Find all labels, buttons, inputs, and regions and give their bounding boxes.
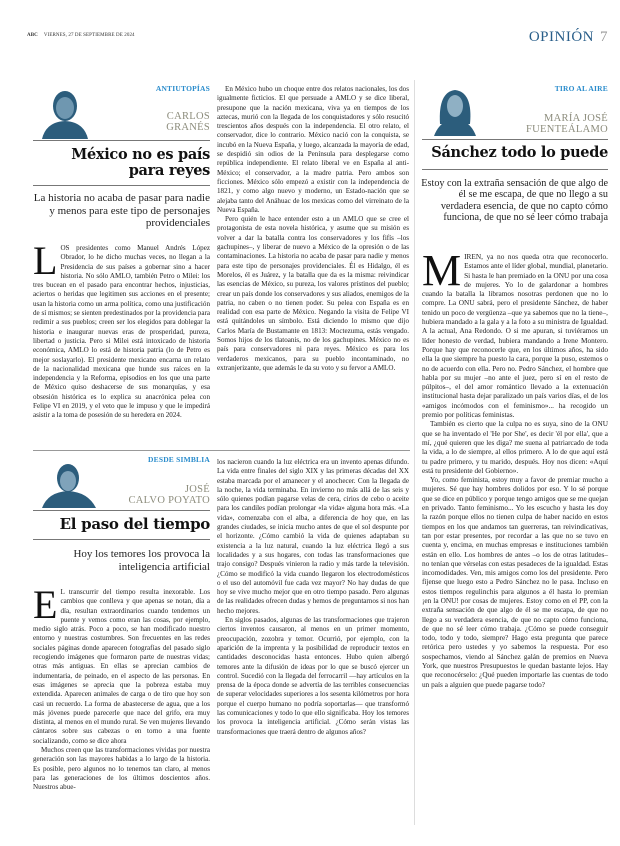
paragraph: los nacieron cuando la luz eléctrica era un invento apenas difundo. La vida entre finales del siglo XIX y las primeras décadas del XX estaba marcada por el amanecer y el anochecer. Con la llegada de la noche, la vida terminaba. En invierno no más allá de las seis y sólo quienes podían pagarse velas de cera, cirios de cebo o aceite para los candiles podían prolongar «la vida» alguna hora más. «La vida», comenzaba con el alba, a diferencia de hoy que, en las grandes ciudades, se inicia mucho antes de que el sol despunte por el horizonte. ¿Cómo cambió la vida de quienes adaptaban su existencia a la luz natural, cuando la luz eléctrica llegó a sus localidades y a sus hogares, con todas las transformaciones que trajo consigo? Después vinieron la radio y más tarde la televisión. ¿Cómo se modificó la vida cuando llegaron los electrodomésticos o el uso del automóvil fue cada vez mayor? No hay dudas de que hoy se vive mucho mejor que en otro tiempo pasado. Pero algunas de las realidades ofrecen dudas y hemos de preguntarnos si nos han hecho mejores. <box>217 458 409 615</box>
masthead-brand: ABC <box>27 33 38 38</box>
section-divider <box>33 450 410 451</box>
author-first-name: MARÍA JOSÉ <box>544 113 608 124</box>
article-body-col2 <box>217 85 409 373</box>
divider <box>33 185 210 186</box>
author-name <box>480 113 608 135</box>
drop-cap: L <box>33 238 58 283</box>
divider <box>33 140 210 141</box>
author-last-name: FUENTEÁLAMO <box>525 124 608 135</box>
paragraph: OS presidentes como Manuel Andrés López Obrador, lo he dicho muchas veces, no llegan a la Presidencia de sus países a gobernar sino a hacer historia. No sólo AMLO, también Petro o Milei: los tres bucean en el pasado para encontrar hechos, injusticias, aciertos o heridas que legitimen sus acciones en el presente; usan la historia como un arma política, como una justificación de sí mismos; se sienten predestinados por la providencia para redimir a sus pueblos; creen ser los elegidos para doblegar la historia e inaugurar nuevas eras de prosperidad, pureza, libertad o justicia. Pero si Milei está intoxicado de historia económica, AMLO lo está de historia patria (lo de Petro es mejor soslayarlo). El presidente mexicano encarna un relato de la nacionalidad mexicana que hunde sus raíces en la independencia y la Reforma, episodios en los que una parte de México quiso deshacerse de sus monarquías, y esa obsesión histórica es lo explica su anacrónica pelea con Felipe VI en 2019, y el veto que le impuso y que le impedirá asistir a la toma de posesión de su heredera en 2024. <box>33 244 210 420</box>
subtitle: La historia no acaba de pasar para nadie y menos para este tipo de personajes providenciales <box>33 192 210 229</box>
article-body-col2 <box>217 458 409 737</box>
paragraph: IREN, ya no nos queda otra que reconocerlo. Estamos ante el líder global, mundial, planetario. Si hasta le han premiado en la ONU por una cosa de mujeres. Yo lo de galardonar a hombres cuando la batalla la libramos nosotras perdonen que no lo compre. La ONU sabrá, pero el presidente Sánchez, de haber tenido un poco de vergüenza –que ya sabemos que no la tiene–, hubiera mandado a la gala y a la foto a su ministra de Igualdad. A la actual, Ana Redondo. O si me apuran, si tuviéramos un líder honesto de verdad, hubiera mandando a Irene Montero. Porque hay que reconocerle que, en los últimos años, ha sido ella la que siempre ha puesto la cara, porque la puso, estemos o no de acuerdo con ella. Pero no. Pedro Sánchez, el hombre que habla por su mujer –no ante el juez, pero sí en el resto de púlpitos–, el del amor romántico llevado a la extenuación institucional hasta dejar paralizado un país varios días, el de los «amigos incómodos con el feminismo»... ha recogido un premio por políticas feministas. <box>422 252 608 420</box>
author-last-name: CALVO POYATO <box>128 495 210 506</box>
divider <box>33 539 210 540</box>
divider <box>422 139 608 140</box>
divider <box>422 169 608 170</box>
headline: El paso del tiempo <box>59 515 210 533</box>
author-photo-jose-calvo-poyato <box>38 458 100 508</box>
divider <box>33 510 210 511</box>
headline <box>33 147 210 179</box>
column-divider <box>414 80 415 825</box>
column-label: DESDE SIMBLIA <box>148 455 210 464</box>
paragraph: En México hubo un choque entre dos relatos nacionales, los dos igualmente ficticios. El que persuade a AMLO y se dice liberal, presupone que la nación mexicana, viva ya en tiempos de los aztecas, murió con la llegada de los conquistadores y sólo resucitó trescientos años después con la independencia. El otro relato, el conservador, dice lo contrario. México nació con la conquista, se incubó en la Nueva España, y luego, alcanzada la mayoría de edad, se despidió sin odios de la Península para desplegarse como república independiente. El relato liberal ve en España al anti-México; el conservador, a la madre patria. Pero ambos son ficciones. México sólo empezó a existir con la independencia de 1821, y como algo nuevo y moderno, un Estado-nación que se alejaba tanto del Anáhuac de los mexicas como del virreinato de la Nueva España. <box>217 85 409 214</box>
page-number: 7 <box>600 29 608 45</box>
section-name: OPINIÓN <box>528 29 594 45</box>
section-header <box>529 29 608 46</box>
paragraph: L transcurrir del tiempo resulta inexorable. Los cambios que conlleva y que apenas se notan, día a día, resultan extraordinarios cuando tendemos un puente y vemos como eran las cosas, por ejemplo, medio siglo atrás. Poco a poco, se han modificado nuestro entorno y nuestras costumbres. Son frecuentes en las redes sociales páginas donde aparecen fotografías del pasado siglo recogiendo imágenes que formaron parte de nuestras vidas; otras más antiguas. En ellas se aprecian cambios de indumentaria, de peinado, en el aspecto de las personas. En esas imágenes se aprecia que la pobreza estaba muy extendida. Aparecen animales de carga o de tiro que hoy son casi un recuerdo. La forma de abastecerse de agua, que a los más jóvenes puede parecerle que nace del grifo, era muy distinta, al menos en el mundo rural. Se ven mujeres llevando cántaros sobre sus cabezas o en torno a una fuente socializando, como se dice ahora <box>33 588 210 745</box>
author-first-name: JOSÉ <box>184 484 210 495</box>
paragraph: Muchos creen que las transformaciones vividas por nuestra generación son las mayores habidas a lo largo de la historia. Es posible, pero algunos no lo tenemos tan claro, al menos para las generaciones de los últimos doscientos años. Nuestros abue- <box>33 746 210 792</box>
subtitle: Hoy los temores los provoca la inteligencia artificial <box>73 548 210 573</box>
column-label: ANTIUTOPÍAS <box>155 84 210 93</box>
author-name <box>100 484 210 506</box>
author-photo-maria-jose-fuentealamo <box>428 84 483 136</box>
masthead-date: VIERNES, 27 DE SEPTIEMBRE DE 2024 <box>43 33 135 38</box>
author-last-name: GRANÉS <box>166 122 210 133</box>
author-name <box>100 111 210 133</box>
headline: Sánchez todo lo puede <box>431 144 608 161</box>
article-body-col1 <box>33 582 210 793</box>
paragraph: En siglos pasados, algunas de las transformaciones que trajeron ciertos inventos causaron, al menos en un primer momento, preocupación, zozobra y temor. Ocurrió, por ejemplo, con la aparición de la imprenta y la posibilidad de reproducir textos en cantidades desconocidas hasta entonces. Hubo quien albergó temores ante la difusión de ideas por lo que se buscó ejercer un control. Sucedió con la llegada del ferrocarril —hay artículos en la prensa de la época donde se advertía de las terribles consecuencias de superar velocidades superiores a los sesenta kilómetros por hora porque el cuerpo humano no podría soportarlas— que transformó las comunicaciones y todo lo que ello significaba. Hoy los temores los provoca la inteligencia artificial. ¿Cómo serán vistas las transformaciones que traerá dentro de algunos años? <box>217 616 409 736</box>
author-first-name: CARLOS <box>166 111 210 122</box>
headline-line-2: para reyes <box>128 162 210 179</box>
article-body <box>422 246 608 689</box>
masthead <box>27 33 135 38</box>
column-label: TIRO AL AIRE <box>554 84 608 93</box>
paragraph: Yo, como feminista, estoy muy a favor de premiar mucho a mujeres. Sé que hay hombres dolidos por eso. Y lo sé porque que se dice en público y porque tengo amigos que se me quejan en privado. Tanto feminismo... Yo les escucho y hasta les doy la razón porque ellos no tienen culpa de haber nacido en estos tiempos en los que andamos tan guerreras, tan reivindicativas, tan por estar presentes, por recordar a las que no se tuvo en cuenta y, encima, en muchas empresas e instituciones también están en ello. Los hombres de antes –o los de otras latitudes– no tenían que vérselas con estas pesadeces de la igualdad. Estas incomodidades. Ven, mis amigos como los del presidente. Pero fíjense que luego esto a Pedro Sánchez no le pasa. Incluso en estos tiempos regulinchis para algunos a él hasta lo premian ¡en la ONU! por cosas de mujeres. Estoy como en el PP, con la extraña sensación de que algo de él se me escapa, de que no llego a su verdadera esencia, de que no capto cómo funciona, de que no sé leer cómo trabaja. ¿Cómo se puede conseguir todo, todo y todo, siempre? Hago esta pregunta que parece retórica pero ustedes y yo sabemos la respuesta. Por eso sospechamos, viendo al Sánchez galán de premios en Nueva York, que nuestros Presupuestos le quedan bastante lejos. Hay que reconocérselo: ¿Qué pueden importarle las cuentas de todo un país a alguien que puede pagarse todo? <box>422 475 608 689</box>
subtitle: Estoy con la extraña sensación de que algo de él se me escapa, de que no llego a su verdadera esencia, de que no capto cómo funciona, de que no sé leer cómo trabaja <box>421 178 608 224</box>
drop-cap: E <box>33 582 58 627</box>
paragraph: Pero quién le hace entender esto a un AMLO que se cree el protagonista de esta novela histórica, y asume que su misión es volver a dar la batalla contra los conservadores y los fifís –los gachupines–, y liberar de nuevo a México de la opresión o de las contaminaciones. La historia no acaba de pasar para nadie y menos para este tipo de personajes providenciales. Él es Hidalgo, él es Morelos, él es Juárez, y la batalla que da es la misma: reivindicar las esencias de México, su pureza, los valores prístinos del pueblo; crear un país donde los conservadores y sus aliados, enemigos de la patria, no caben o no tienen poder. Su pelea con España es en realidad con esa parte de México. Negando la visita de Felipe VI está quitándoles un símbolo. Está diciendo lo mismo que dijo Carlos María de Bustamante en 1813: Moctezuma, estás vengado. Somos hijos de los tlatoanis, no de los gachupines. México no es país para conservadores ni para reyes. México es para los verdaderos mexicanos, para su pueblo incontaminado, no extranjerizante, que además le da su voto y su fervor a AMLO. <box>217 215 409 372</box>
headline-line-1: México no es país <box>71 146 210 163</box>
paragraph: También es cierto que la culpa no es suya, sino de la ONU que se ha inventado el 'He por She', es decir 'él por ella', que a mí, ¿qué quieren que les diga? me suena al patriarcado de toda la vida, a lo de siempre, al ellos primero. A lo de que aquí está tu padre primero, y tu marido, después. Hoy nos dicen: «Aquí está tu presidente del Gobierno». <box>422 419 608 475</box>
author-photo-carlos-granes <box>38 84 93 139</box>
article-body-col1 <box>33 238 210 421</box>
drop-cap: M <box>422 246 462 295</box>
